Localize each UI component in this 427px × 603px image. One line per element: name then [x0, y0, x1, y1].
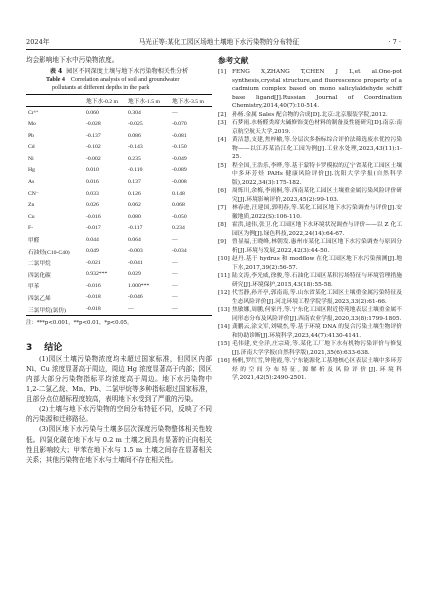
table-row — [26, 234, 212, 246]
table-cell: -0.143 — [128, 144, 143, 151]
table-row-label: As — [28, 179, 35, 186]
table-label-cn: 表 4 — [49, 68, 63, 75]
reference-number: [6] — [218, 188, 227, 194]
correlation-table — [26, 94, 212, 316]
table-cell: -0.028 — [86, 121, 101, 128]
reference-number: [14] — [218, 324, 230, 330]
table-cell: -0.046 — [128, 294, 143, 301]
reference-number: [13] — [218, 307, 230, 313]
table-header-row — [26, 94, 212, 106]
reference-text: 霍洪,逯伟,张卫.化工园区地下水环境状况调查与评价——以 Z 化工园区为例[J].绿色科技,2022,24(14):64-67. — [232, 222, 402, 237]
table-row-label: 三氯甲烷(氯仿) — [26, 303, 86, 315]
table-row — [26, 246, 212, 258]
table-row-label: 甲醛 — [28, 238, 40, 245]
table-row-label: 石油烃(C10-C40) — [28, 249, 70, 256]
table-cell: — — [172, 236, 178, 243]
table-row-label: Hg — [28, 167, 35, 174]
table-cell: 0.137 — [128, 179, 141, 186]
reference-text: 毛伟建,史全洋,庄宗琦,等.某化工厂地下水有机物污染评价与修复[J].济南大学学报(自然科学版),2021,35(6):633-638. — [232, 341, 402, 356]
table-cell: -0.018 — [86, 294, 101, 301]
reference-item — [218, 306, 402, 323]
table-label-en: Table 4 — [46, 77, 65, 83]
reference-text: 杨帆,罗红雪,钟艳霞,等.宁东能源化工基地核心区表层土壤中多环芳烃的空间分布特征,源解析及风险评价[J].环境科学,2021,42(5):2490-2501. — [232, 358, 402, 381]
table-cell: -0.081 — [172, 132, 187, 139]
table-cell: -0.117 — [128, 225, 143, 232]
reference-text: 黄洁慧,支建,焦梓榆,等.分层次多指标综合评价法筛选废水优控污染物——以江苏某沿江化工园为例[J].工业水处理,2023,43(11):1-25. — [232, 137, 402, 160]
reference-number: [3] — [218, 120, 227, 126]
table-cell: -0.008 — [172, 179, 187, 186]
left-column — [26, 55, 212, 465]
table-cell: -0.018 — [86, 303, 128, 315]
table-row-label: Mo — [28, 121, 36, 128]
table-cell: -0.034 — [172, 248, 187, 255]
table-cell: -0.016 — [86, 213, 101, 220]
table-cell: -0.137 — [86, 132, 101, 139]
table-cell: -0.021 — [86, 259, 101, 266]
reference-text: 赵丹.基于 hydrus 和 modflow 在化工园区地下水污染预测[J].地下水,2017,39(2):56-57. — [232, 256, 402, 271]
reference-text: 龚鹏云,涂文军,刘啸杰,等.基于环境 DNA 的复合污染土壤生物评价和协助诊断[J].环境科学,2023,44(7):4130-4141. — [232, 324, 402, 339]
table-caption-cn — [26, 67, 212, 76]
reference-text: 代雪静,孙开亭,郭南南,等.山东省某化工园区土壤重金属污染特征及生态风险评价[J].河北环境工程学院学报,2023,33(2):61-66. — [232, 290, 402, 305]
table-row-label: CN⁻ — [28, 190, 39, 197]
table-cell: 0.080 — [128, 213, 141, 220]
reference-item — [218, 357, 402, 383]
table-cell: -0.025 — [128, 121, 143, 128]
table-cell: 0.148 — [172, 190, 185, 197]
reference-number: [15] — [218, 341, 230, 347]
table-row — [26, 280, 212, 292]
reference-item — [218, 162, 402, 188]
table-row — [26, 106, 212, 118]
reference-list — [218, 68, 402, 383]
reference-number: [8] — [218, 222, 227, 228]
table-cell: 0.304 — [128, 109, 141, 116]
table-row-label: 二氯甲烷 — [28, 261, 51, 268]
table-row-label: 四氯化碳 — [28, 272, 51, 279]
reference-item — [218, 221, 402, 238]
table-cell: — — [172, 259, 178, 266]
reference-number: [12] — [218, 290, 230, 296]
table-row-label: F- — [28, 225, 34, 232]
conclusion-paragraph-3: (3)园区地下水污染与土壤多层次深度污染物整体相关性较低。四氯化碳在地下水与 0.2 m 土壤之间具有显著的正向相关性且影响较大；甲苯在地下水与 1.5 m 土壤之间存在显著相关关系；其他污染物在地下水与土壤间不存在相关性。 — [26, 425, 212, 464]
header-title: 马光正等:某化工园区场地土壤地下水污染物的分布特征 — [138, 38, 300, 46]
table-title-en-line1: Correlation analysis of soil and groundwater — [70, 77, 180, 83]
table-cell: -0.049 — [172, 155, 187, 162]
conclusion-paragraph-2: (2)土壤与地下水污染物的空间分布特征不同，反映了不同的污染源和迁移路径。 — [26, 405, 212, 424]
table-cell: 0.029 — [128, 271, 141, 278]
header-rule — [26, 49, 401, 50]
reference-number: [1] — [218, 69, 227, 75]
reference-text: 周炼川,余梅,李雨桐,等.西南某化工园区土壤重金属污染风险评价研究[J].环境影响评价,2023,45(2):99-103. — [232, 188, 402, 203]
references-heading: 参考文献 — [218, 56, 249, 65]
table-cell: -0.089 — [172, 167, 187, 174]
table-cell: — — [172, 303, 212, 315]
table-cell: 0.026 — [86, 202, 99, 209]
table-row-label: 甲苯 — [28, 284, 40, 291]
reference-item — [218, 187, 402, 204]
reference-item — [218, 68, 402, 111]
table-cell: 0.064 — [128, 236, 141, 243]
table-cell: -0.017 — [86, 225, 101, 232]
reference-item — [218, 272, 402, 289]
table-cell: 0.235 — [128, 155, 141, 162]
table-cell: 0.062 — [128, 202, 141, 209]
table-row — [26, 292, 212, 304]
table-row — [26, 303, 212, 315]
table-cell: -0.041 — [128, 259, 143, 266]
table-cell: -0.002 — [86, 155, 101, 162]
table-cell: — — [172, 294, 178, 301]
table-row — [26, 199, 212, 211]
reference-number: [11] — [218, 273, 230, 279]
table-row-label: Cu — [28, 213, 35, 220]
conclusion-paragraph-1: (1)园区土壤污染物浓度均未超过国家标准，但园区内部 Ni、Cu 浓度显著高于周边，周边 Hg 浓度显著高于内部；园区内部大部分污染物指标平均浓度高于周边。地下水污染物中 1,2-二氯乙烷、Mn、Pb、二氯甲烷等多种指标超过国家标准，且部分点位超标程度较高，表明地下水受到了严重的污染。 — [26, 354, 212, 404]
table-cell: 0.010 — [86, 167, 99, 174]
table-row-label: 四氯乙烯 — [28, 295, 51, 302]
reference-item — [218, 323, 402, 340]
running-header — [26, 36, 401, 48]
table-cell: 0.033 — [86, 190, 99, 197]
table-cell: -0.016 — [86, 282, 101, 289]
reference-item — [218, 204, 402, 221]
reference-item — [218, 119, 402, 136]
table-cell: 0.932*** — [86, 271, 108, 278]
reference-item — [218, 136, 402, 162]
section-heading — [26, 340, 212, 354]
table-cell: 0.016 — [86, 179, 99, 186]
table-row — [26, 153, 212, 165]
reference-number: [16] — [218, 358, 230, 364]
right-column — [218, 55, 402, 383]
reference-number: [5] — [218, 162, 227, 169]
table-cell: -0.150 — [172, 144, 187, 151]
table-row — [26, 130, 212, 142]
reference-item — [218, 111, 402, 120]
table-row-label: Cd — [28, 144, 35, 151]
reference-text: 林春进,汪建国,郭明春,等.某化工园区地下水污染调查与评价[J].安徽地质,2022(S):106-110. — [232, 205, 402, 220]
table-row-label: Cr⁶⁺ — [28, 109, 39, 116]
reference-text: 石梦雨.水杨醛类席夫碱修饰变色材料的制备及性能研究[D].南京:南京航空航天大学,2019. — [232, 120, 402, 135]
table-cell: — — [172, 271, 178, 278]
table-cell: 0.049 — [86, 248, 99, 255]
table-title-en-line2: pollutants at different depths in the park — [52, 85, 150, 92]
table-cell: -0.050 — [172, 213, 187, 220]
reference-text: 程全国,王浩乐,李晔,等.基于蒙特卡罗模拟的辽宁省某化工园区土壤中多环芳烃 PAHs 健康风险评价[J].沈阳大学学报(自然科学版),2022,34(3):175-182. — [232, 162, 402, 186]
table-cell: — — [172, 282, 178, 289]
table-row-label: Pb — [28, 132, 35, 139]
reference-number: [4] — [218, 137, 227, 143]
table-header-cell: 地下水-1.5 m — [128, 94, 172, 106]
table-body — [26, 106, 212, 315]
table-cell: — — [172, 109, 178, 116]
table-caption-en — [26, 76, 212, 93]
table-row-label: Zn — [28, 202, 35, 209]
table-cell: 1.000*** — [128, 282, 150, 289]
header-year: 2024年 — [26, 38, 50, 46]
table-row — [26, 188, 212, 200]
table-cell: 0.086 — [128, 132, 141, 139]
table-cell: 0.044 — [86, 236, 99, 243]
reference-number: [2] — [218, 111, 227, 118]
table-cell: -0.102 — [86, 144, 101, 151]
table-cell: 0.060 — [86, 109, 99, 116]
table-cell: — — [128, 303, 172, 315]
table-header-cell — [26, 94, 86, 106]
reference-item — [218, 340, 402, 357]
table-header-cell: 地下水-3.5 m — [172, 94, 212, 106]
table-row — [26, 142, 212, 154]
reference-text: 孙杨.金属 Sales 配合物的合成[D].北京:北京服装学院,2012. — [232, 111, 388, 118]
section-title: 结论 — [44, 342, 63, 353]
reference-text: 陆文涛,李光威,徐骏,等.石油化工园区某积污场特征与环境管理措施研究[J].环境保护,2015,43(18):55-58. — [232, 273, 402, 288]
intro-line: 均会影响地下水中污染物浓度。 — [26, 56, 119, 64]
reference-number: [9] — [218, 239, 227, 245]
table-cell: 0.126 — [128, 190, 141, 197]
table-header-cell: 地下水-0.2 m — [86, 94, 128, 106]
table-row — [26, 211, 212, 223]
reference-text: FENG X,ZHANG T,CHEN J L,et al.One-pot synthesis,crystal structure,and fluorescence property of a cadmium complex based on mono salicylaldehyde schiff base ligand[J].Russian Journal of Coordination Chemistry,2014,40(7):10-514. — [232, 69, 402, 109]
table-cell: 0.068 — [172, 202, 185, 209]
table-title-cn: 园区不同深度土壤与地下水污染物相关性分析 — [66, 68, 189, 75]
table-row — [26, 165, 212, 177]
table-row — [26, 269, 212, 281]
reference-text: 曾显福,王晓峰,林朝发.惠州市某化工园区地下水污染调查与原因分析[J].环境与发展,2022,42(3):44-50. — [232, 239, 402, 254]
table-cell: -0.110 — [128, 167, 143, 174]
table-note: 注：***p<0.001，**p<0.01，*p<0.05。 — [26, 319, 133, 326]
table-row — [26, 222, 212, 234]
reference-text: 焦敏娜,周鹏,何家丹,等.宁东化工园区附近傍苑地表层土壤重金属不同形态分布及风险评价[J].西南农业学报,2020,33(8):1799-1805. — [232, 307, 402, 322]
reference-item — [218, 255, 402, 272]
table-cell: 0.234 — [172, 225, 185, 232]
table-row — [26, 176, 212, 188]
reference-item — [218, 238, 402, 255]
header-page-number: · 7 · — [388, 38, 401, 46]
table-cell: -0.003 — [128, 248, 143, 255]
reference-item — [218, 289, 402, 306]
table-cell: -0.070 — [172, 121, 187, 128]
table-row — [26, 257, 212, 269]
section-number: 3 — [26, 342, 33, 353]
reference-number: [10] — [218, 256, 230, 262]
table-row — [26, 119, 212, 131]
table-row-label: Ni — [28, 155, 34, 162]
reference-number: [7] — [218, 205, 227, 211]
